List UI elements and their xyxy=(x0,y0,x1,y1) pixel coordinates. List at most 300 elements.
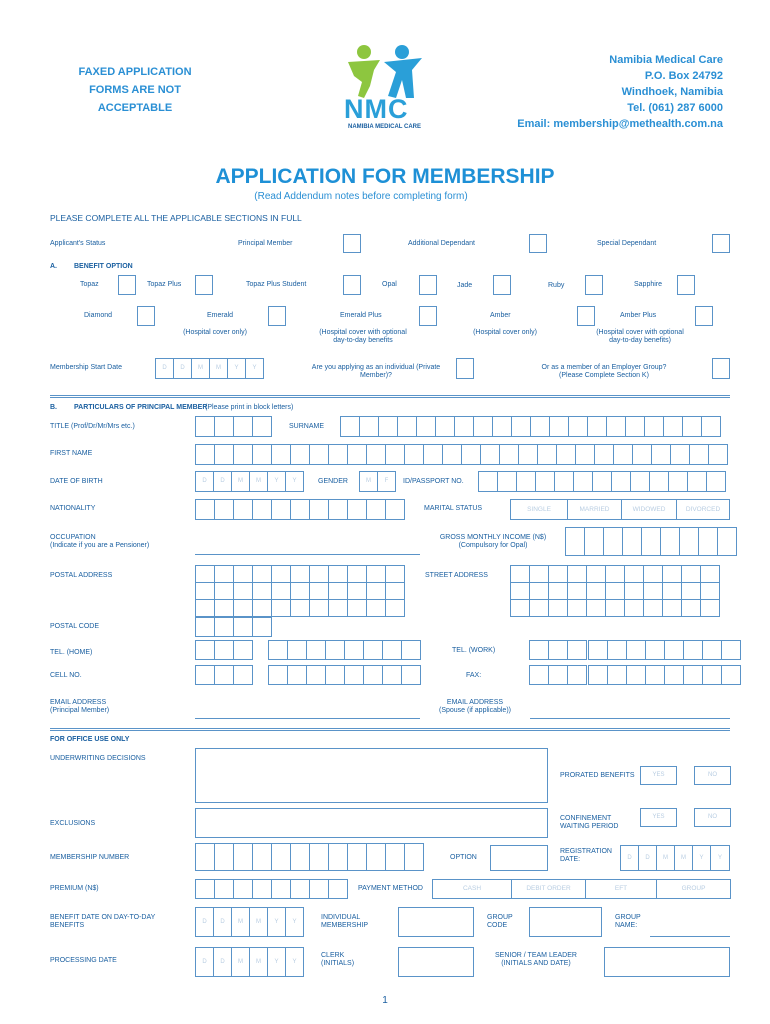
note-emerald: (Hospital cover only) xyxy=(183,329,247,336)
option-topaz-student-checkbox[interactable] xyxy=(343,275,361,295)
char-cell[interactable] xyxy=(548,599,568,617)
char-cell[interactable] xyxy=(309,843,329,871)
instruction: PLEASE COMPLETE ALL THE APPLICABLE SECTIONS IN FULL xyxy=(50,213,302,223)
char-cell[interactable] xyxy=(271,582,291,600)
char-cell[interactable] xyxy=(717,527,737,556)
char-cell[interactable] xyxy=(404,444,424,465)
title-label: TITLE (Prof/Dr/Mr/Mrs etc.) xyxy=(50,423,135,430)
char-cell[interactable] xyxy=(271,599,291,617)
char-cell[interactable] xyxy=(613,444,633,465)
char-cell[interactable] xyxy=(706,471,726,492)
option-emerald-checkbox[interactable] xyxy=(268,306,286,326)
option-sapphire-checkbox[interactable] xyxy=(677,275,695,295)
char-cell[interactable] xyxy=(271,565,291,583)
char-cell[interactable] xyxy=(268,640,288,660)
tel-home-label: TEL. (HOME) xyxy=(50,649,93,656)
exclusions-input[interactable] xyxy=(195,808,548,838)
char-cell[interactable] xyxy=(214,617,234,637)
char-cell[interactable] xyxy=(529,640,549,660)
char-cell[interactable] xyxy=(497,471,517,492)
char-cell[interactable] xyxy=(214,582,234,600)
benefit-date-label: BENEFIT DATE ON DAY-TO-DAY BENEFITS xyxy=(50,914,156,930)
section-b-note: (Please print in block letters) xyxy=(205,404,294,411)
char-cell[interactable] xyxy=(478,471,498,492)
prorated-no[interactable]: NO xyxy=(694,766,731,785)
char-cell[interactable] xyxy=(535,471,555,492)
char-cell[interactable] xyxy=(347,599,367,617)
char-cell[interactable] xyxy=(233,499,253,520)
char-cell[interactable] xyxy=(195,665,215,685)
payment-label: PAYMENT METHOD xyxy=(358,885,423,892)
char-cell[interactable] xyxy=(518,444,538,465)
char-cell[interactable] xyxy=(309,879,329,899)
char-cell[interactable] xyxy=(347,843,367,871)
char-cell[interactable] xyxy=(689,444,709,465)
char-cell[interactable] xyxy=(573,471,593,492)
char-cell[interactable] xyxy=(510,599,530,617)
char-cell[interactable] xyxy=(645,665,665,685)
char-cell[interactable] xyxy=(606,416,626,437)
char-cell[interactable] xyxy=(529,565,549,583)
char-cell[interactable] xyxy=(565,527,585,556)
char-cell[interactable] xyxy=(499,444,519,465)
nmc-logo xyxy=(340,42,435,134)
char-cell[interactable] xyxy=(366,444,386,465)
char-cell[interactable] xyxy=(290,599,310,617)
char-cell[interactable] xyxy=(252,599,272,617)
option-topaz-label: Topaz xyxy=(80,281,99,288)
cell-label: CELL NO. xyxy=(50,672,82,679)
char-cell[interactable] xyxy=(252,617,272,637)
char-cell[interactable] xyxy=(670,444,690,465)
char-cell[interactable] xyxy=(290,879,310,899)
char-cell[interactable] xyxy=(625,416,645,437)
section-a-letter: A. xyxy=(50,263,57,270)
char-cell[interactable] xyxy=(271,499,291,520)
char-cell[interactable] xyxy=(605,565,625,583)
char-cell[interactable] xyxy=(442,444,462,465)
char-cell[interactable] xyxy=(344,665,364,685)
option-topaz-student-label: Topaz Plus Student xyxy=(246,281,307,288)
confinement-yes[interactable]: YES xyxy=(640,808,677,827)
char-cell[interactable] xyxy=(700,582,720,600)
option-diamond-checkbox[interactable] xyxy=(137,306,155,326)
char-cell[interactable] xyxy=(592,471,612,492)
char-cell[interactable] xyxy=(287,640,307,660)
office-title: FOR OFFICE USE ONLY xyxy=(50,736,130,743)
status-principal-checkbox[interactable] xyxy=(343,234,361,253)
char-cell[interactable] xyxy=(363,665,383,685)
char-cell[interactable] xyxy=(649,471,669,492)
page-number: 1 xyxy=(382,995,388,1006)
char-cell[interactable] xyxy=(195,843,215,871)
char-cell[interactable] xyxy=(607,640,627,660)
char-cell[interactable] xyxy=(271,879,291,899)
char-cell[interactable] xyxy=(554,471,574,492)
char-cell[interactable] xyxy=(309,499,329,520)
char-cell[interactable] xyxy=(195,582,215,600)
char-cell[interactable] xyxy=(233,599,253,617)
char-cell[interactable] xyxy=(630,471,650,492)
prorated-yes[interactable]: YES xyxy=(640,766,677,785)
char-cell[interactable] xyxy=(366,843,386,871)
char-cell[interactable] xyxy=(605,599,625,617)
char-cell[interactable] xyxy=(698,527,718,556)
char-cell[interactable] xyxy=(366,582,386,600)
status-label: Applicant's Status xyxy=(50,240,106,247)
char-cell[interactable] xyxy=(548,665,568,685)
char-cell[interactable] xyxy=(214,444,234,465)
char-cell[interactable] xyxy=(404,843,424,871)
clerk-input[interactable] xyxy=(398,947,474,977)
char-cell[interactable] xyxy=(632,444,652,465)
email-principal-input[interactable] xyxy=(195,718,420,719)
senior-input[interactable] xyxy=(604,947,730,977)
registration-label: REGISTRATION DATE: xyxy=(560,848,612,864)
option-amber-label: Amber xyxy=(490,312,511,319)
char-cell[interactable] xyxy=(454,416,474,437)
postal-code-label: POSTAL CODE xyxy=(50,623,100,630)
char-cell[interactable] xyxy=(252,582,272,600)
char-cell[interactable] xyxy=(401,640,421,660)
char-cell[interactable] xyxy=(643,582,663,600)
confinement-label: CONFINEMENT WAITING PERIOD xyxy=(560,815,619,831)
char-cell[interactable] xyxy=(588,665,608,685)
fax-notice: FAXED APPLICATION FORMS ARE NOT ACCEPTABLE xyxy=(78,66,192,114)
char-cell[interactable] xyxy=(461,444,481,465)
section-b-title: PARTICULARS OF PRINCIPAL MEMBER xyxy=(74,404,208,411)
char-cell[interactable] xyxy=(626,640,646,660)
option-ruby-checkbox[interactable] xyxy=(585,275,603,295)
char-cell[interactable] xyxy=(309,444,329,465)
logo-text: NMC xyxy=(344,94,409,124)
divider xyxy=(50,395,730,396)
char-cell[interactable] xyxy=(681,582,701,600)
char-cell[interactable] xyxy=(195,599,215,617)
char-cell[interactable] xyxy=(683,665,703,685)
char-cell[interactable] xyxy=(586,565,606,583)
char-cell[interactable] xyxy=(700,599,720,617)
char-cell[interactable] xyxy=(382,665,402,685)
char-cell[interactable] xyxy=(473,416,493,437)
char-cell[interactable] xyxy=(529,665,549,685)
char-cell[interactable] xyxy=(567,599,587,617)
char-cell[interactable] xyxy=(679,527,699,556)
char-cell[interactable] xyxy=(664,665,684,685)
status-principal-label: Principal Member xyxy=(238,240,293,247)
char-cell[interactable] xyxy=(382,640,402,660)
divider xyxy=(50,730,730,731)
char-cell[interactable] xyxy=(214,599,234,617)
section-a-title: BENEFIT OPTION xyxy=(74,263,133,270)
nationality-label: NATIONALITY xyxy=(50,505,96,512)
dob-label: DATE OF BIRTH xyxy=(50,478,103,485)
char-cell[interactable] xyxy=(662,599,682,617)
email-spouse-label: EMAIL ADDRESS (Spouse (if applicable)) xyxy=(439,699,511,715)
char-cell[interactable] xyxy=(700,565,720,583)
char-cell[interactable] xyxy=(537,444,557,465)
char-cell[interactable] xyxy=(511,416,531,437)
processing-date-label: PROCESSING DATE xyxy=(50,957,117,964)
char-cell[interactable] xyxy=(702,640,722,660)
char-cell[interactable] xyxy=(344,640,364,660)
char-cell[interactable] xyxy=(233,444,253,465)
option-label: OPTION xyxy=(450,854,477,861)
street-label: STREET ADDRESS xyxy=(425,572,488,579)
individual-checkbox[interactable] xyxy=(456,358,474,379)
clerk-label: CLERK (INITIALS) xyxy=(321,952,355,968)
char-cell[interactable] xyxy=(556,444,576,465)
char-cell[interactable] xyxy=(681,599,701,617)
char-cell[interactable] xyxy=(195,617,215,637)
char-cell[interactable] xyxy=(385,599,405,617)
individual-membership-input[interactable] xyxy=(398,907,474,937)
char-cell[interactable] xyxy=(702,665,722,685)
group-name-input[interactable] xyxy=(650,936,730,937)
char-cell[interactable] xyxy=(252,499,272,520)
char-cell[interactable] xyxy=(586,582,606,600)
char-cell[interactable] xyxy=(567,565,587,583)
char-cell[interactable] xyxy=(366,565,386,583)
membership-number-label: MEMBERSHIP NUMBER xyxy=(50,854,130,861)
char-cell[interactable] xyxy=(626,665,646,685)
char-cell[interactable] xyxy=(378,416,398,437)
char-cell[interactable] xyxy=(603,527,623,556)
char-cell[interactable] xyxy=(643,599,663,617)
char-cell[interactable] xyxy=(662,565,682,583)
option-opal-label: Opal xyxy=(382,281,397,288)
char-cell[interactable] xyxy=(252,444,272,465)
char-cell[interactable] xyxy=(567,640,587,660)
char-cell[interactable] xyxy=(492,416,512,437)
char-cell[interactable] xyxy=(328,565,348,583)
char-cell[interactable] xyxy=(721,640,741,660)
char-cell[interactable] xyxy=(385,444,405,465)
gender-label: GENDER xyxy=(318,478,348,485)
char-cell[interactable] xyxy=(624,582,644,600)
char-cell[interactable] xyxy=(611,471,631,492)
logo-figures-icon xyxy=(340,42,435,102)
char-cell[interactable] xyxy=(306,665,326,685)
char-cell[interactable] xyxy=(328,879,348,899)
char-cell[interactable] xyxy=(195,444,215,465)
group-code-input[interactable] xyxy=(529,907,602,937)
char-cell[interactable] xyxy=(668,471,688,492)
char-cell[interactable] xyxy=(271,444,291,465)
char-cell[interactable] xyxy=(435,416,455,437)
char-cell[interactable] xyxy=(529,582,549,600)
logo-subtext: NAMIBIA MEDICAL CARE xyxy=(348,124,421,130)
char-cell[interactable] xyxy=(290,582,310,600)
char-cell[interactable] xyxy=(510,582,530,600)
char-cell[interactable] xyxy=(385,582,405,600)
char-cell[interactable] xyxy=(605,582,625,600)
status-special-checkbox[interactable] xyxy=(712,234,730,253)
option-emerald-label: Emerald xyxy=(207,312,234,319)
char-cell[interactable] xyxy=(701,416,721,437)
char-cell[interactable] xyxy=(575,444,595,465)
char-cell[interactable] xyxy=(549,416,569,437)
char-cell[interactable] xyxy=(233,617,253,637)
char-cell[interactable] xyxy=(385,565,405,583)
option-diamond-label: Diamond xyxy=(84,312,113,319)
char-cell[interactable] xyxy=(347,444,367,465)
char-cell[interactable] xyxy=(708,444,728,465)
char-cell[interactable] xyxy=(233,640,253,660)
char-cell[interactable] xyxy=(233,565,253,583)
char-cell[interactable] xyxy=(385,499,405,520)
group-name-label: GROUP NAME: xyxy=(615,914,641,930)
char-cell[interactable] xyxy=(645,640,665,660)
option-amber-checkbox[interactable] xyxy=(577,306,595,326)
underwriting-input[interactable] xyxy=(195,748,548,803)
char-cell[interactable] xyxy=(624,599,644,617)
status-additional-checkbox[interactable] xyxy=(529,234,547,253)
char-cell[interactable] xyxy=(568,416,588,437)
char-cell[interactable] xyxy=(687,471,707,492)
char-cell[interactable] xyxy=(643,565,663,583)
char-cell[interactable] xyxy=(663,416,683,437)
char-cell[interactable] xyxy=(385,843,405,871)
char-cell[interactable] xyxy=(510,565,530,583)
premium-label: PREMIUM (N$) xyxy=(50,885,99,892)
char-cell[interactable] xyxy=(721,665,741,685)
char-cell[interactable] xyxy=(548,582,568,600)
char-cell[interactable] xyxy=(644,416,664,437)
char-cell[interactable] xyxy=(662,582,682,600)
page-title: APPLICATION FOR MEMBERSHIP xyxy=(215,165,555,188)
group-checkbox[interactable] xyxy=(712,358,730,379)
first-name-label: FIRST NAME xyxy=(50,450,93,457)
char-cell[interactable] xyxy=(214,665,234,685)
page-subtitle: (Read Addendum notes before completing form) xyxy=(254,191,468,202)
char-cell[interactable] xyxy=(548,565,568,583)
char-cell[interactable] xyxy=(268,665,288,685)
status-special-label: Special Dependant xyxy=(597,240,657,247)
char-cell[interactable] xyxy=(214,565,234,583)
char-cell[interactable] xyxy=(195,565,215,583)
char-cell[interactable] xyxy=(252,843,272,871)
char-cell[interactable] xyxy=(252,565,272,583)
char-cell[interactable] xyxy=(416,416,436,437)
char-cell[interactable] xyxy=(624,565,644,583)
email-spouse-input[interactable] xyxy=(530,718,730,719)
char-cell[interactable] xyxy=(233,879,253,899)
char-cell[interactable] xyxy=(660,527,680,556)
char-cell[interactable] xyxy=(195,879,215,899)
char-cell[interactable] xyxy=(586,599,606,617)
char-cell[interactable] xyxy=(309,565,329,583)
char-cell[interactable] xyxy=(594,444,614,465)
option-emerald-plus-checkbox[interactable] xyxy=(419,306,437,326)
char-cell[interactable] xyxy=(363,640,383,660)
char-cell[interactable] xyxy=(328,582,348,600)
char-cell[interactable] xyxy=(567,582,587,600)
fax-label: FAX: xyxy=(466,672,482,679)
char-cell[interactable] xyxy=(306,640,326,660)
char-cell[interactable] xyxy=(622,527,642,556)
char-cell[interactable] xyxy=(328,499,348,520)
char-cell[interactable] xyxy=(347,582,367,600)
char-cell[interactable] xyxy=(233,582,253,600)
char-cell[interactable] xyxy=(588,640,608,660)
group-code-label: GROUP CODE xyxy=(487,914,513,930)
char-cell[interactable] xyxy=(309,599,329,617)
divider xyxy=(50,728,730,729)
char-cell[interactable] xyxy=(651,444,671,465)
char-cell[interactable] xyxy=(287,665,307,685)
option-emerald-plus-label: Emerald Plus xyxy=(340,312,382,319)
char-cell[interactable] xyxy=(587,416,607,437)
char-cell[interactable] xyxy=(214,843,234,871)
char-cell[interactable] xyxy=(233,843,253,871)
char-cell[interactable] xyxy=(290,843,310,871)
char-cell[interactable] xyxy=(530,416,550,437)
char-cell[interactable] xyxy=(683,640,703,660)
char-cell[interactable] xyxy=(529,599,549,617)
char-cell[interactable] xyxy=(195,499,215,520)
option-opal-checkbox[interactable] xyxy=(419,275,437,295)
group-question: Or as a member of an Employer Group? (Please Complete Section K) xyxy=(541,364,667,380)
char-cell[interactable] xyxy=(567,665,587,685)
occupation-input[interactable] xyxy=(195,554,420,555)
char-cell[interactable] xyxy=(214,879,234,899)
char-cell[interactable] xyxy=(516,471,536,492)
char-cell[interactable] xyxy=(325,640,345,660)
char-cell[interactable] xyxy=(214,640,234,660)
char-cell[interactable] xyxy=(328,599,348,617)
char-cell[interactable] xyxy=(290,444,310,465)
char-cell[interactable] xyxy=(681,565,701,583)
char-cell[interactable] xyxy=(584,527,604,556)
char-cell[interactable] xyxy=(252,879,272,899)
char-cell[interactable] xyxy=(397,416,417,437)
option-topaz-plus-checkbox[interactable] xyxy=(195,275,213,295)
char-cell[interactable] xyxy=(641,527,661,556)
confinement-no[interactable]: NO xyxy=(694,808,731,827)
char-cell[interactable] xyxy=(664,640,684,660)
char-cell[interactable] xyxy=(347,565,367,583)
option-jade-checkbox[interactable] xyxy=(493,275,511,295)
char-cell[interactable] xyxy=(328,843,348,871)
marital-label: MARITAL STATUS xyxy=(424,505,483,512)
char-cell[interactable] xyxy=(271,843,291,871)
char-cell[interactable] xyxy=(290,565,310,583)
char-cell[interactable] xyxy=(480,444,500,465)
char-cell[interactable] xyxy=(328,444,348,465)
char-cell[interactable] xyxy=(195,640,215,660)
option-amber-plus-checkbox[interactable] xyxy=(695,306,713,326)
char-cell[interactable] xyxy=(607,665,627,685)
char-cell[interactable] xyxy=(325,665,345,685)
char-cell[interactable] xyxy=(423,444,443,465)
char-cell[interactable] xyxy=(233,665,253,685)
char-cell[interactable] xyxy=(401,665,421,685)
char-cell[interactable] xyxy=(366,499,386,520)
char-cell[interactable] xyxy=(347,499,367,520)
char-cell[interactable] xyxy=(340,416,360,437)
char-cell[interactable] xyxy=(290,499,310,520)
char-cell[interactable] xyxy=(366,599,386,617)
option-input[interactable] xyxy=(490,845,548,871)
char-cell[interactable] xyxy=(309,582,329,600)
option-topaz-checkbox[interactable] xyxy=(118,275,136,295)
char-cell[interactable] xyxy=(359,416,379,437)
char-cell[interactable] xyxy=(682,416,702,437)
option-ruby-label: Ruby xyxy=(548,282,565,289)
char-cell[interactable] xyxy=(214,499,234,520)
char-cell[interactable] xyxy=(548,640,568,660)
